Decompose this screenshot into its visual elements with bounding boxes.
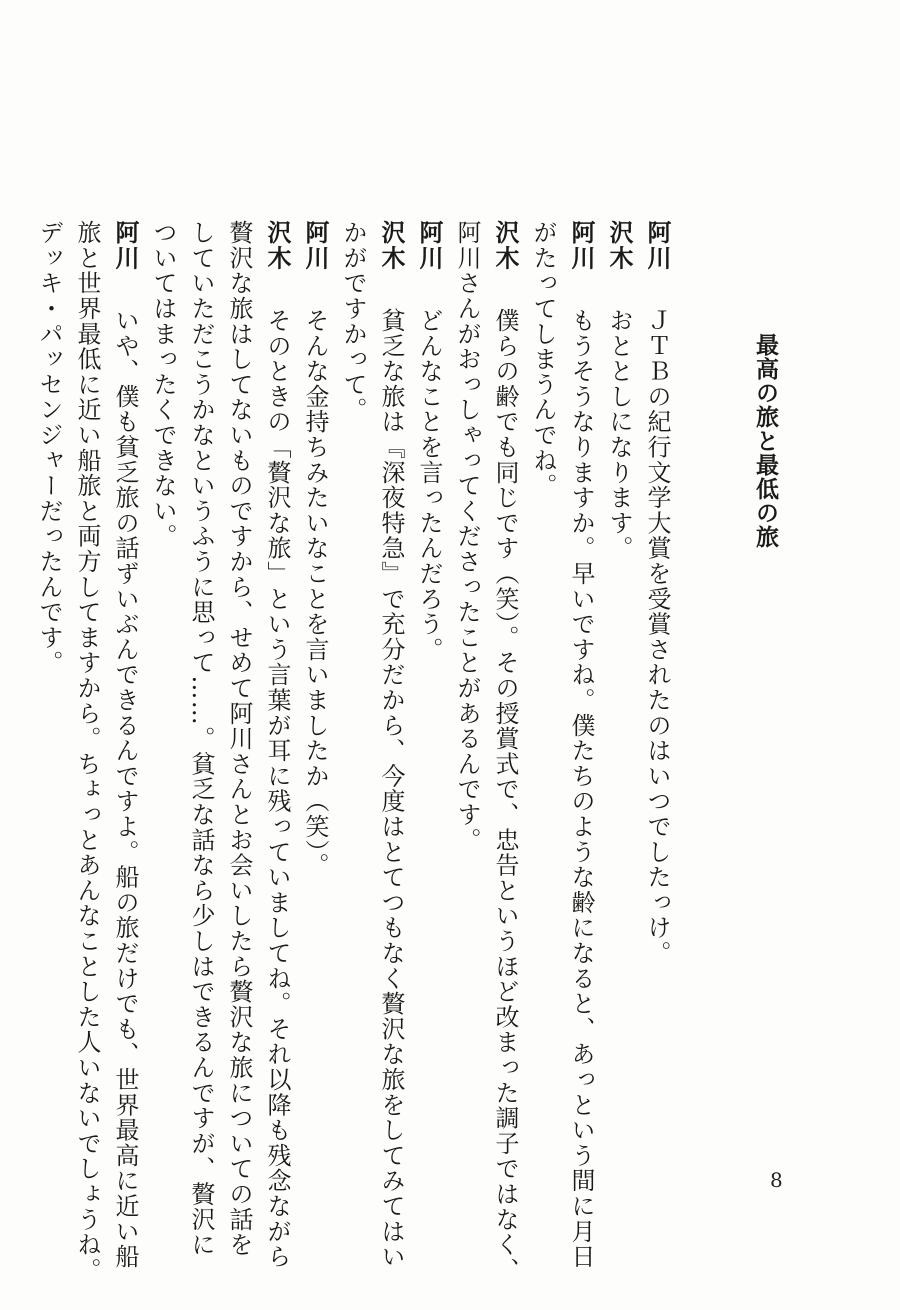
dialogue-entry [144, 220, 296, 1270]
dialogue-line [638, 220, 676, 1180]
dialogue-entry [524, 220, 600, 1270]
dialogue-line [562, 220, 600, 1270]
page-number: 8 [770, 1168, 783, 1192]
dialogue-line [372, 220, 410, 1270]
dialogue-entry [600, 220, 638, 1180]
line-text: おととしになります。 [605, 307, 633, 561]
line-text: ＪＴＢの紀行文学大賞を受賞されたのはいつでしたっけ。 [643, 307, 671, 966]
speaker-name: 阿川 [301, 220, 329, 271]
dialogue-line: 贅沢な旅はしてないものですから、せめて阿川さんとお会いしたら贅沢な旅についての話を [225, 220, 253, 1258]
line-text: そのときの「贅沢な旅」という言葉が耳に残っていましてね。それ以降も残念ながら [263, 307, 291, 1270]
line-text: そんな金持ちみたいなことを言いましたか（笑）。 [301, 307, 329, 878]
section-title: 最高の旅と最低の旅 [752, 333, 778, 549]
dialogue-line [106, 220, 144, 1270]
speaker-name: 沢木 [605, 220, 633, 271]
dialogue-line: がたってしまうんでね。 [529, 220, 557, 499]
line-text: どんなことを言ったんだろう。 [415, 307, 443, 663]
dialogue-line: ついてはまったくできない。 [149, 220, 177, 549]
line-text: 僕らの齢でも同じです（笑）。その授賞式で、忠告というほど改まった調子ではなく、 [491, 307, 519, 1283]
dialogue-line [258, 220, 296, 1270]
dialogue-body [30, 220, 676, 1283]
line-text: 貧乏な旅は『深夜特急』で充分だから、今度はとてつもなく贅沢な旅をしてみてはい [377, 307, 405, 1270]
dialogue-line [486, 220, 524, 1283]
dialogue-entry [296, 220, 334, 1180]
dialogue-entry [638, 220, 676, 1180]
speaker-name: 沢木 [377, 220, 405, 271]
speaker-name: 阿川 [567, 220, 595, 271]
speaker-name: 沢木 [491, 220, 519, 271]
speaker-name: 阿川 [643, 220, 671, 271]
dialogue-line [296, 220, 334, 1180]
dialogue-entry [334, 220, 410, 1270]
dialogue-line: デッキ・パッセンジャーだったんです。 [35, 220, 63, 676]
speaker-name: 阿川 [415, 220, 443, 271]
dialogue-line: 旅と世界最低に近い船旅と両方してますから。ちょっとあんなことした人いないでしょうね。 [73, 220, 101, 1283]
dialogue-line: していただこうかなというふうに思って……。貧乏な話なら少しはできるんですが、贅沢に [187, 220, 215, 1258]
dialogue-line: 阿川さんがおっしゃってくださったことがあるんです。 [453, 220, 481, 853]
speaker-name: 沢木 [263, 220, 291, 271]
dialogue-line [600, 220, 638, 1180]
speaker-name: 阿川 [111, 220, 139, 271]
line-text: もうそうなりますか。早いですね。僕たちのような齢になると、あっという間に月日 [567, 307, 595, 1270]
dialogue-entry [410, 220, 448, 1180]
line-text: いや、僕も貧乏旅の話ずいぶんできるんですよ。船の旅だけでも、世界最高に近い船 [111, 307, 139, 1270]
dialogue-line [410, 220, 448, 1180]
dialogue-line: かがですかって。 [339, 220, 367, 423]
dialogue-entry [448, 220, 524, 1283]
dialogue-entry [30, 220, 144, 1283]
